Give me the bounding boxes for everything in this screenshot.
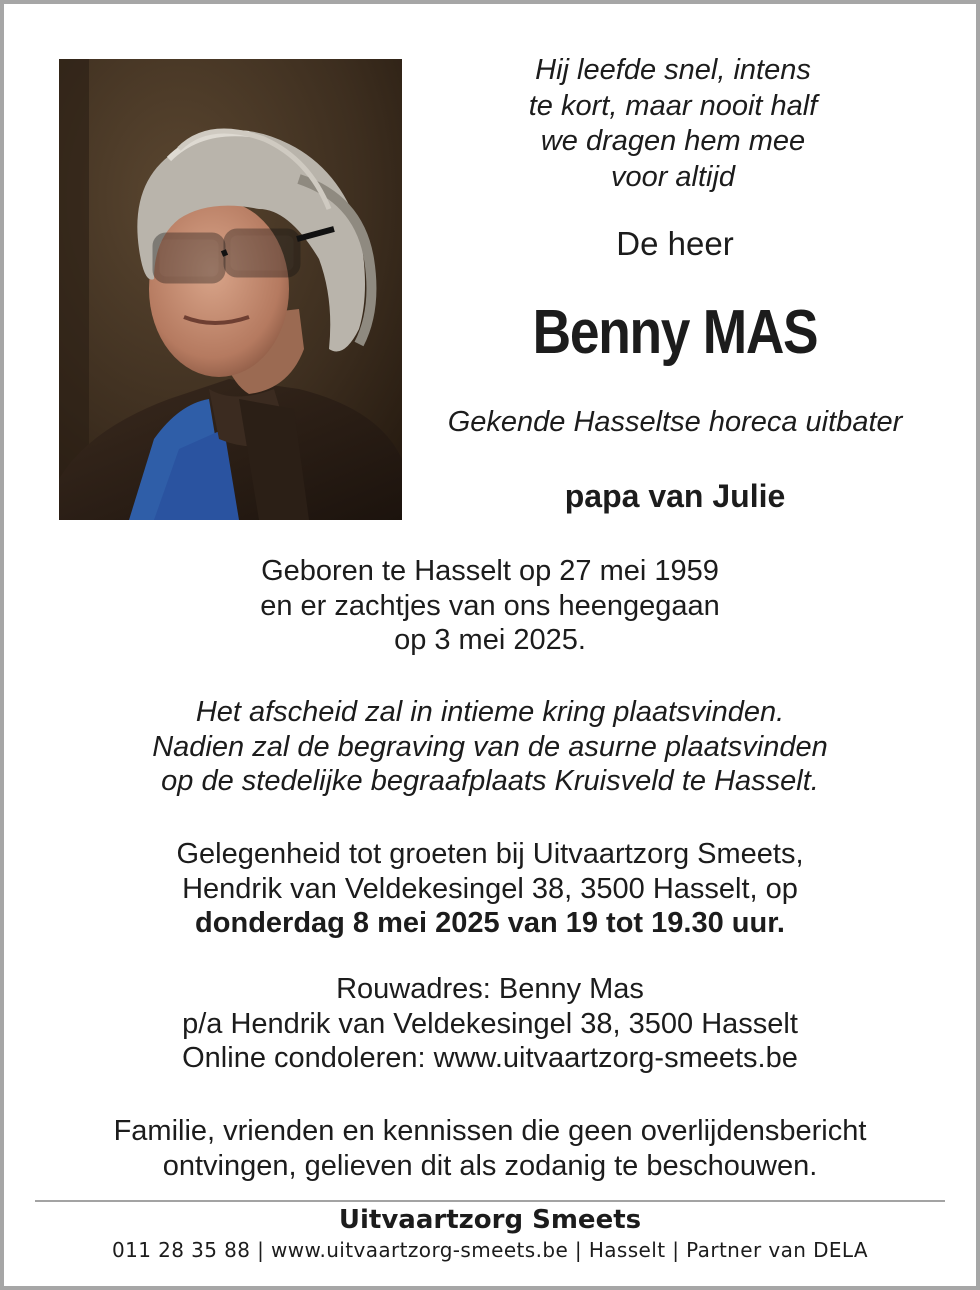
poem-line: te kort, maar nooit half <box>528 89 818 122</box>
deceased-name: Benny MAS <box>532 298 818 367</box>
relation: papa van Julie <box>564 478 786 514</box>
footer-divider <box>35 1200 945 1202</box>
poem-line: voor altijd <box>610 160 736 193</box>
birth-line: en er zachtjes van ons heengegaan <box>260 589 720 622</box>
portrait-photo <box>59 59 402 520</box>
birth-line: op 3 mei 2025. <box>394 624 586 656</box>
address-line: Online condoleren: www.uitvaartzorg-smeets.be <box>182 1042 798 1074</box>
greeting-info <box>0 837 980 941</box>
poem-line: Hij leefde snel, intens <box>535 54 811 86</box>
address-line: p/a Hendrik van Veldekesingel 38, 3500 Hasselt <box>182 1007 798 1040</box>
address-line: Rouwadres: Benny Mas <box>336 973 644 1005</box>
poem-line: we dragen hem mee <box>540 125 806 157</box>
honorific: De heer <box>616 225 734 262</box>
farewell-line: op de stedelijke begraafplaats Kruisveld te Hasselt. <box>161 765 819 797</box>
birth-line: Geboren te Hasselt op 27 mei 1959 <box>261 555 719 587</box>
notice-line: Familie, vrienden en kennissen die geen overlijdensbericht <box>113 1115 867 1147</box>
footer-company: Uitvaartzorg Smeets <box>338 1205 642 1235</box>
notice <box>0 1114 980 1183</box>
condolence-address <box>0 972 980 1076</box>
poem <box>418 53 928 195</box>
farewell-line: Nadien zal de begraving van de asurne plaatsvinden <box>152 730 828 763</box>
birth-death-info <box>0 554 980 658</box>
footer-contact: 011 28 35 88 | www.uitvaartzorg-smeets.be | Hasselt | Partner van DELA <box>111 1238 868 1262</box>
greeting-line: Hendrik van Veldekesingel 38, 3500 Hasselt, op <box>182 872 798 905</box>
notice-line: ontvingen, gelieven dit als zodanig te beschouwen. <box>162 1149 818 1182</box>
farewell-info <box>0 695 980 799</box>
greeting-datetime: donderdag 8 mei 2025 van 19 tot 19.30 uur. <box>195 907 785 939</box>
farewell-line: Het afscheid zal in intieme kring plaatsvinden. <box>195 696 785 728</box>
occupation: Gekende Hasseltse horeca uitbater <box>447 406 903 438</box>
greeting-line: Gelegenheid tot groeten bij Uitvaartzorg Smeets, <box>176 838 804 870</box>
